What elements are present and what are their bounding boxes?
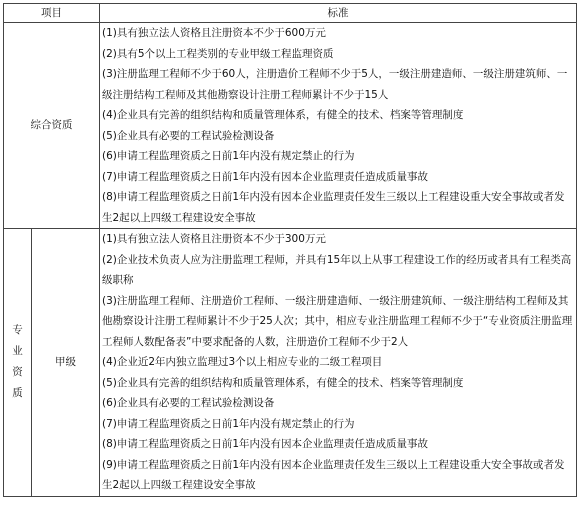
comprehensive-row xyxy=(4,23,577,229)
category-char: 资 xyxy=(12,366,23,379)
criterion-item: (1)具有独立法人资格且注册资本不少于600万元 xyxy=(102,27,326,39)
header-item: 项目 xyxy=(4,4,100,23)
criterion-item: (1)具有独立法人资格且注册资本不少于300万元 xyxy=(102,233,326,245)
category-professional xyxy=(4,229,32,497)
category-char: 专 xyxy=(12,324,23,337)
criterion-item: (8)申请工程监理资质之日前1年内没有因本企业监理责任造成质量事故 xyxy=(102,438,429,450)
category-char: 质 xyxy=(12,387,23,400)
header-standard: 标准 xyxy=(100,4,577,23)
criterion-item: (4)企业近2年内独立监理过3个以上相应专业的二级工程项目 xyxy=(102,356,383,368)
criterion-item: (3)注册监理工程师、注册造价工程师、一级注册建造师、一级注册建筑师、一级注册结构工程师及其他勘察设计注册工程师累计不少于25人次；其中，相应专业注册监理工程师不少于“专业资质注册监理工程师人数配备表”中要求配备的人数，注册造价工程师不少于2人 xyxy=(102,294,573,348)
criterion-item: (5)企业具有完善的组织结构和质量管理体系，有健全的技术、档案等管理制度 xyxy=(102,376,464,389)
category-comprehensive: 综合资质 xyxy=(4,23,100,229)
grade-class-a: 甲级 xyxy=(32,229,100,497)
criteria-cell-class-a xyxy=(100,229,577,497)
criterion-item: (8)申请工程监理资质之日前1年内没有因本企业监理责任发生三级以上工程建设重大安全事故或者发生2起以上四级工程建设安全事故 xyxy=(102,191,565,224)
criterion-item: (5)企业具有必要的工程试验检测设备 xyxy=(102,129,275,142)
criteria-cell-comprehensive xyxy=(100,23,577,229)
criterion-item: (6)企业具有必要的工程试验检测设备 xyxy=(102,397,275,409)
criterion-item: (7)申请工程监理资质之日前1年内没有因本企业监理责任造成质量事故 xyxy=(102,170,429,183)
criterion-item: (3)注册监理工程师不少于60人，注册造价工程师不少于5人，一级注册建造师、一级注册建筑师、一级注册结构工程师及其他勘察设计注册工程师累计不少于15人 xyxy=(102,68,568,101)
professional-row xyxy=(4,229,577,497)
category-char: 业 xyxy=(12,345,23,358)
criterion-item: (7)申请工程监理资质之日前1年内没有规定禁止的行为 xyxy=(102,417,355,430)
qualification-table xyxy=(3,3,577,497)
criterion-item: (9)申请工程监理资质之日前1年内没有因本企业监理责任发生三级以上工程建设重大安全事故或者发生2起以上四级工程建设安全事故 xyxy=(102,458,565,491)
criterion-item: (2)具有5个以上工程类别的专业甲级工程监理资质 xyxy=(102,47,334,60)
criterion-item: (6)申请工程监理资质之日前1年内没有规定禁止的行为 xyxy=(102,150,355,162)
criterion-item: (2)企业技术负责人应为注册监理工程师，并具有15年以上从事工程建设工作的经历或者具有工程类高级职称 xyxy=(102,253,572,286)
header-row xyxy=(4,4,577,23)
criterion-item: (4)企业具有完善的组织结构和质量管理体系，有健全的技术、档案等管理制度 xyxy=(102,109,464,121)
